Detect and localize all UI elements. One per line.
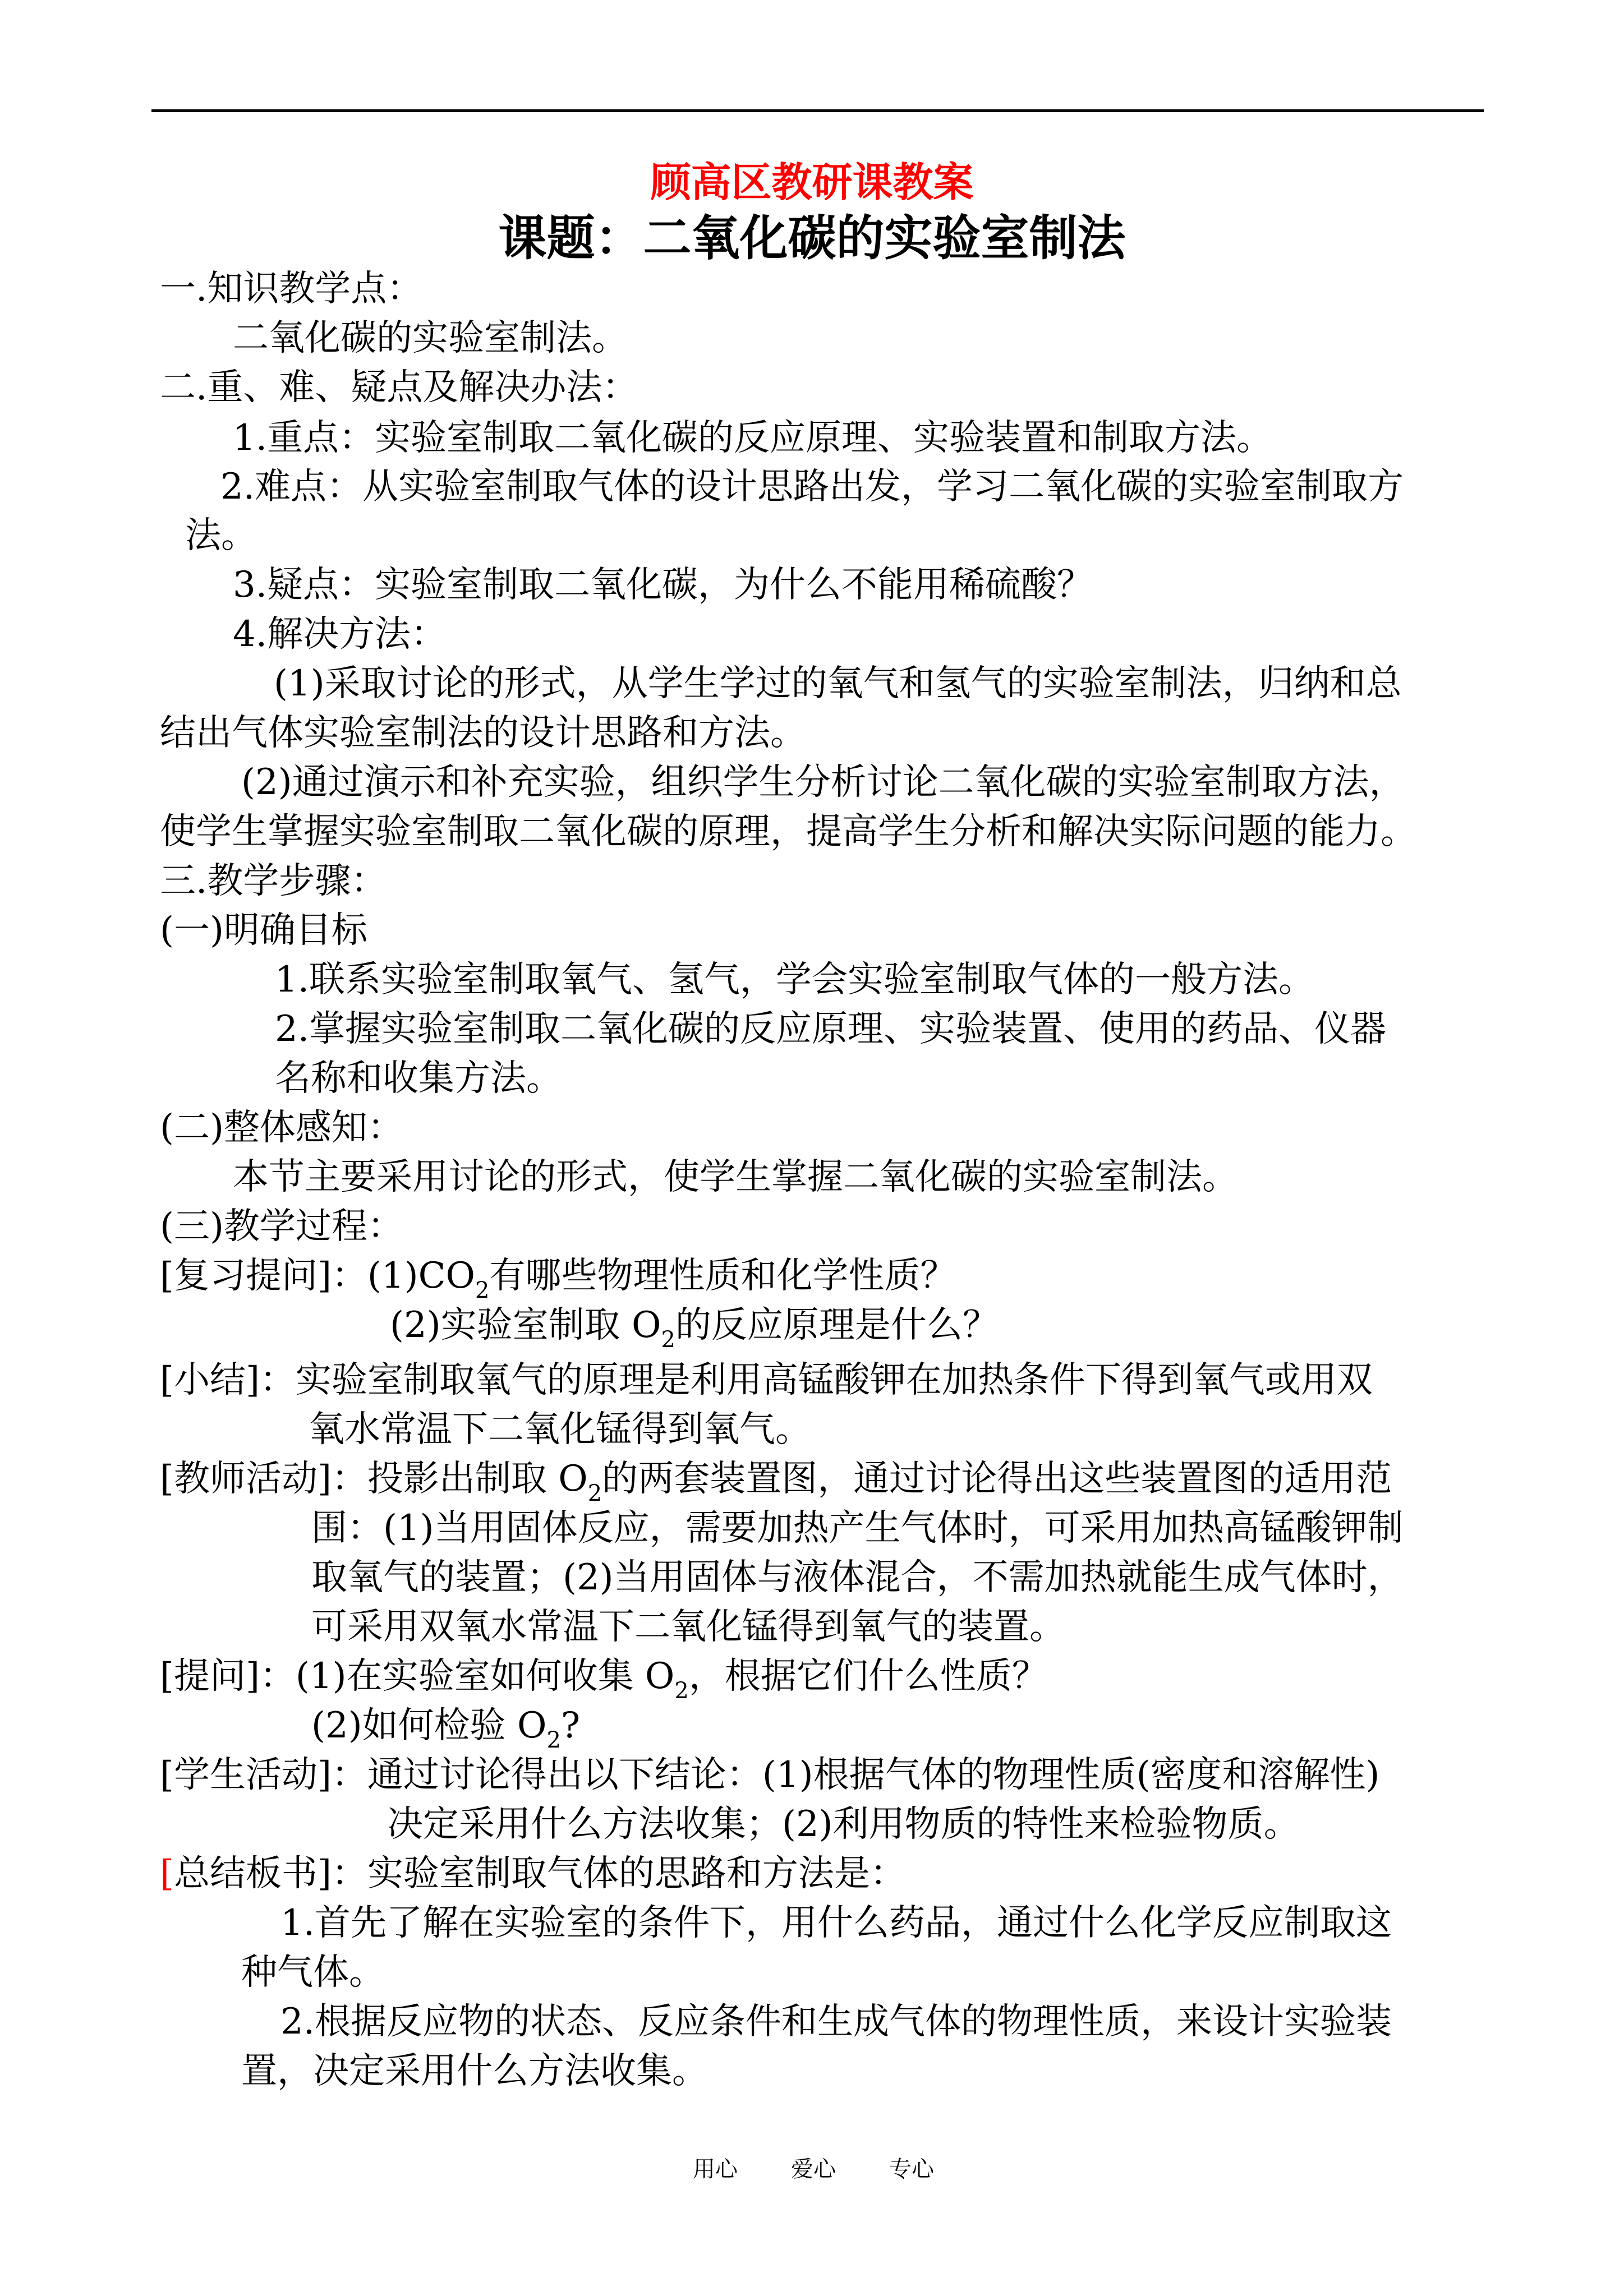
section-1-body: 二氧化碳的实验室制法。 bbox=[233, 317, 628, 359]
goal-2-line1: 2.掌握实验室制取二氧化碳的反应原理、实验装置、使用的药品、仪器 bbox=[275, 1008, 1387, 1050]
goals-heading: (一)明确目标 bbox=[160, 910, 367, 951]
section-1-heading: 一.知识教学点： bbox=[160, 268, 423, 310]
teacher-activity-line2: 围：(1)当用固体反应，需要加热产生气体时，可采用加热高锰酸钾制 bbox=[311, 1507, 1404, 1549]
overview-body: 本节主要采用讨论的形式，使学生掌握二氧化碳的实验室制法。 bbox=[233, 1156, 1238, 1198]
subscript: 2 bbox=[674, 1678, 689, 1704]
board-summary-heading: [总结板书]：实验室制取气体的思路和方法是： bbox=[160, 1853, 906, 1894]
question-2: (2)如何检验 $O_2$? bbox=[311, 1705, 581, 1753]
teacher-activity-line4: 可采用双氧水常温下二氧化锰得到氧气的装置。 bbox=[311, 1606, 1065, 1648]
subscript: 2 bbox=[661, 1327, 675, 1353]
difficult-point-line2: 法。 bbox=[185, 515, 257, 556]
subscript: 2 bbox=[587, 1481, 602, 1506]
key-point: 1.重点：实验室制取二氧化碳的反应原理、实验装置和制取方法。 bbox=[233, 417, 1273, 459]
lesson-subject: 课题：二氧化碳的实验室制法 bbox=[498, 210, 1126, 266]
review-question-2: (2)实验室制取 $O_2$的反应原理是什么？ bbox=[390, 1304, 999, 1353]
solution-1-line1: (1)采取讨论的形式，从学生学过的氧气和氢气的实验室制法，归纳和总 bbox=[274, 663, 1402, 704]
footer-word-2: 爱心 bbox=[791, 2156, 836, 2182]
solution-2-line2: 使学生掌握实验室制取二氧化碳的原理，提高学生分析和解决实际问题的能力。 bbox=[160, 811, 1416, 852]
goal-2-line2: 名称和收集方法。 bbox=[275, 1058, 562, 1099]
section-3-heading: 三.教学步骤： bbox=[160, 860, 387, 902]
footer-word-1: 用心 bbox=[693, 2156, 738, 2182]
teacher-activity-line1: [教师活动]：投影出制取 $O_2$的两套装置图，通过讨论得出这些装置图的适用范 bbox=[160, 1458, 1392, 1506]
board-point-2-line2: 置，决定采用什么方法收集。 bbox=[241, 2050, 708, 2092]
subscript: 2 bbox=[475, 1278, 490, 1303]
summary-line2: 氧水常温下二氧化锰得到氧气。 bbox=[309, 1409, 811, 1450]
board-point-1-line1: 1.首先了解在实验室的条件下，用什么药品，通过什么化学反应制取这 bbox=[280, 1902, 1392, 1944]
question-1: [提问]：(1)在实验室如何收集 $O_2$，根据它们什么性质？ bbox=[160, 1656, 1048, 1704]
footer-word-3: 专心 bbox=[889, 2156, 934, 2182]
summary-line1: [小结]：实验室制取氧气的原理是利用高锰酸钾在加热条件下得到氧气或用双 bbox=[160, 1359, 1373, 1401]
doubt-point: 3.疑点：实验室制取二氧化碳，为什么不能用稀硫酸？ bbox=[233, 564, 1093, 606]
process-heading: (三)教学过程： bbox=[160, 1206, 403, 1247]
review-question-1: [复习提问]：$(1)CO_2$有哪些物理性质和化学性质？ bbox=[160, 1255, 956, 1303]
red-bracket: [ bbox=[160, 1853, 174, 1894]
section-2-heading: 二.重、难、疑点及解决办法： bbox=[160, 367, 638, 408]
student-activity-line2: 决定采用什么方法收集；(2)利用物质的特性来检验物质。 bbox=[387, 1804, 1300, 1845]
student-activity-line1: [学生活动]：通过讨论得出以下结论：(1)根据气体的物理性质(密度和溶解性) bbox=[160, 1754, 1380, 1796]
overview-heading: (二)整体感知： bbox=[160, 1107, 403, 1149]
header-rule bbox=[151, 109, 1484, 112]
goal-1: 1.联系实验室制取氧气、氢气，学会实验室制取气体的一般方法。 bbox=[275, 959, 1315, 1001]
solution-2-line1: (2)通过演示和补充实验，组织学生分析讨论二氧化碳的实验室制取方法， bbox=[241, 762, 1405, 803]
org-title: 顾高区教研课教案 bbox=[650, 158, 974, 206]
board-point-1-line2: 种气体。 bbox=[241, 1952, 385, 1993]
subscript: 2 bbox=[546, 1727, 561, 1753]
solution-heading: 4.解决方法： bbox=[233, 614, 447, 655]
solution-1-line2: 结出气体实验室制法的设计思路和方法。 bbox=[160, 712, 806, 754]
teacher-activity-line3: 取氧气的装置；(2)当用固体与液体混合，不需加热就能生成气体时， bbox=[311, 1557, 1404, 1598]
difficult-point-line1: 2.难点：从实验室制取气体的设计思路出发，学习二氧化碳的实验室制取方 bbox=[220, 466, 1404, 508]
board-point-2-line1: 2.根据反应物的状态、反应条件和生成气体的物理性质，来设计实验装 bbox=[280, 2001, 1392, 2043]
